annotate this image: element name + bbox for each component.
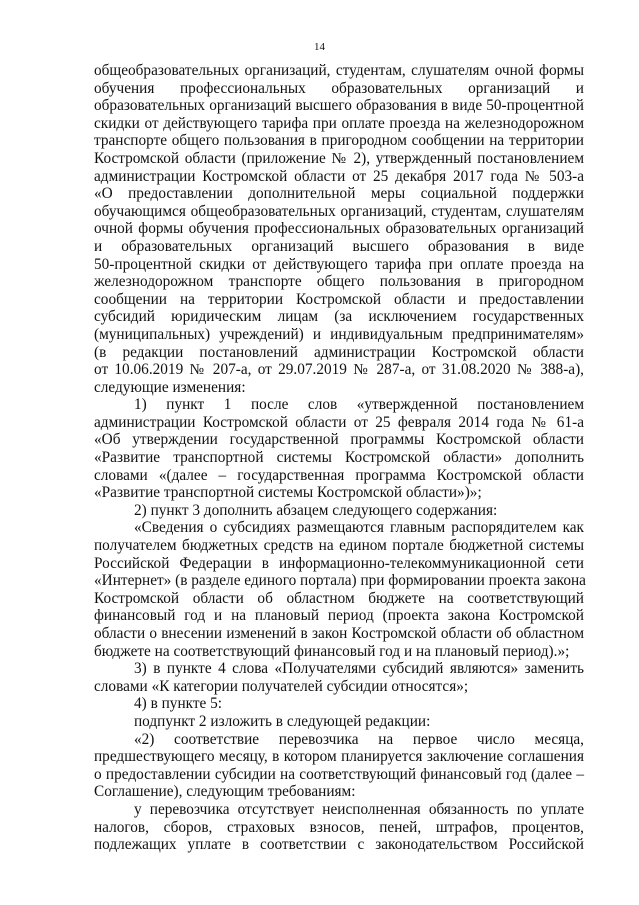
- text-line: образовательных организаций высшего образования в виде 50-процентной: [94, 97, 584, 115]
- text-line: «Сведения о субсидиях размещаются главным распорядителем как: [134, 519, 584, 537]
- text-line: следующие изменения:: [94, 378, 246, 396]
- text-line: финансовый год и на плановый период (проекта закона Костромской: [94, 607, 584, 625]
- text-line: 1) пункт 1 после слов «утвержденной постановлением: [134, 396, 584, 414]
- text-line: (в редакции постановлений администрации Костромской области: [94, 343, 584, 361]
- text-line: бюджете на соответствующий финансовый год и на плановый период).»;: [94, 642, 570, 660]
- text-line: администрации Костромской области от 25 декабря 2017 года № 503-а: [94, 167, 584, 185]
- text-line: налогов, сборов, страховых взносов, пеней, штрафов, процентов,: [94, 818, 584, 836]
- text-line: субсидий юридическим лицам (за исключением государственных: [94, 308, 584, 326]
- page-number: 14: [314, 41, 325, 53]
- text-line: подлежащих уплате в соответствии с законодательством Российской: [94, 836, 584, 854]
- text-line: «Об утверждении государственной программы Костромской области: [94, 431, 584, 449]
- text-line: области о внесении изменений в закон Костромской области об областном: [94, 625, 584, 642]
- text-line: очной формы обучения профессиональных образовательных организаций: [94, 220, 584, 238]
- text-line: Костромской области об областном бюджете на соответствующий: [94, 589, 584, 607]
- text-line: «Развитие транспортной системы Костромской области» дополнить: [94, 449, 584, 467]
- text-line: «2) соответствие перевозчика на первое число месяца,: [134, 730, 584, 748]
- document-body: [94, 62, 584, 854]
- text-line: (муниципальных) учреждений) и индивидуальным предпринимателям»: [94, 325, 584, 343]
- text-line: транспорте общего пользования в пригородном сообщении на территории: [94, 132, 584, 150]
- text-line: подпункт 2 изложить в следующей редакции:: [134, 712, 431, 730]
- text-line: от 10.06.2019 № 207-а, от 29.07.2019 № 287-а, от 31.08.2020 № 388-а),: [94, 361, 584, 379]
- text-line: «Интернет» (в разделе единого портала) при формировании проекта закона: [94, 572, 586, 590]
- text-line: администрации Костромской области от 25 февраля 2014 года № 61-а: [94, 413, 584, 431]
- text-line: Соглашение), следующим требованиям:: [94, 783, 356, 801]
- text-line: о предоставлении субсидии на соответствующий финансовый год (далее –: [94, 765, 584, 783]
- text-line: скидки от действующего тарифа при оплате проезда на железнодорожном: [94, 114, 584, 132]
- text-line: общеобразовательных организаций, студентам, слушателям очной формы: [94, 62, 584, 79]
- text-line: у перевозчика отсутствует неисполненная обязанность по уплате: [134, 800, 584, 818]
- text-line: «Развитие транспортной системы Костромской области»)»;: [94, 484, 482, 502]
- text-line: словами «(далее – государственная программа Костромской области: [94, 466, 584, 484]
- text-line: 2) пункт 3 дополнить абзацем следующего содержания:: [134, 501, 498, 519]
- text-line: 4) в пункте 5:: [134, 695, 223, 713]
- text-line: Костромской области (приложение № 2), утвержденный постановлением: [94, 149, 584, 167]
- text-line: обучающимся общеобразовательных организаций, студентам, слушателям: [94, 202, 584, 220]
- text-line: железнодорожном транспорте общего пользования в пригородном: [94, 273, 584, 291]
- text-line: 50-процентной скидки от действующего тарифа при оплате проезда на: [94, 255, 584, 273]
- text-line: «О предоставлении дополнительной меры социальной поддержки: [94, 185, 584, 203]
- text-line: обучения профессиональных образовательных организаций и: [94, 79, 584, 97]
- text-line: предшествующего месяцу, в котором планируется заключение соглашения: [94, 748, 584, 766]
- text-line: и образовательных организаций высшего образования в виде: [94, 237, 584, 255]
- text-line: получателем бюджетных средств на едином портале бюджетной системы: [94, 537, 584, 555]
- text-line: словами «К категории получателей субсидии относятся»;: [94, 677, 469, 695]
- text-line: Российской Федерации в информационно-телекоммуникационной сети: [94, 554, 584, 572]
- text-line: сообщении на территории Костромской области и предоставлении: [94, 290, 584, 308]
- text-line: 3) в пункте 4 слова «Получателями субсидий являются» заменить: [134, 660, 584, 678]
